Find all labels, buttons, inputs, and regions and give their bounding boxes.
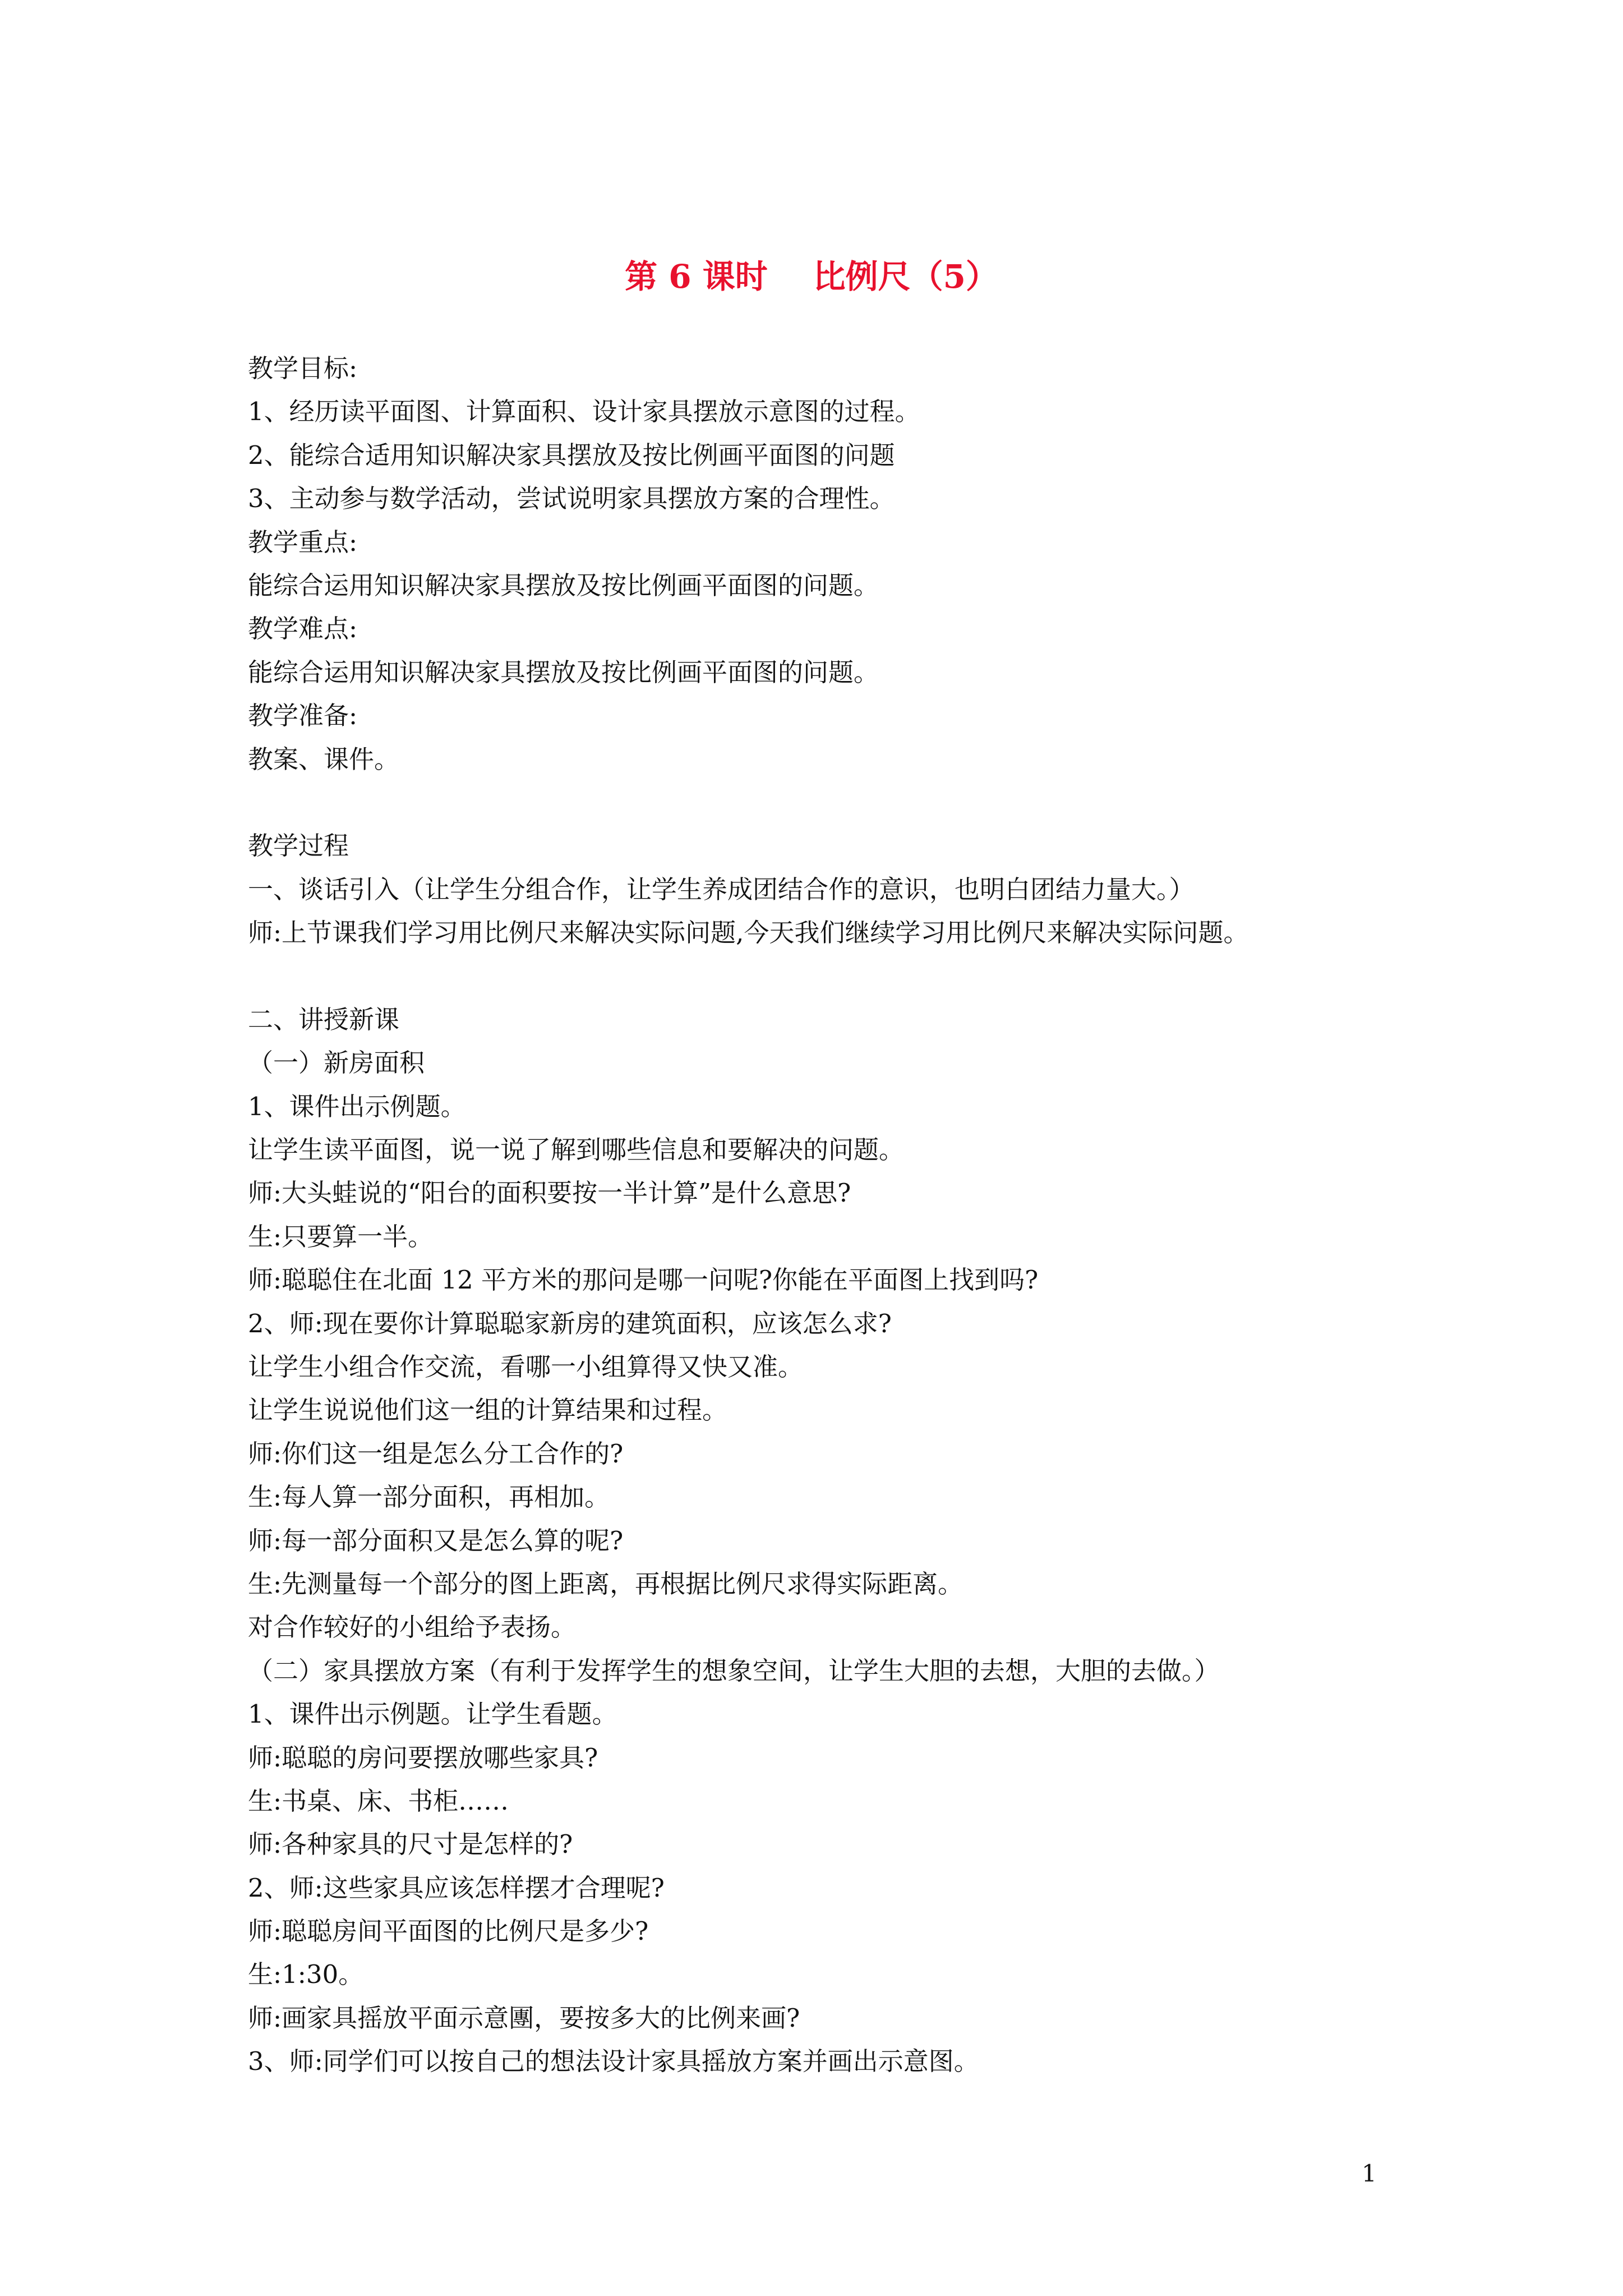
subsection-furniture-plan: （二）家具摆放方案（有利于发挥学生的想象空间，让学生大胆的去想，大胆的去做。） [248, 1655, 1220, 1686]
body-line: 让学生小组合作交流，看哪一小组算得又快又准。 [248, 1351, 804, 1382]
body-line: 2、师:这些家具应该怎样摆才合理呢? [248, 1872, 665, 1903]
teacher-line: 师:聪聪的房问要摆放哪些家具? [248, 1742, 598, 1773]
document-body [248, 347, 1414, 2083]
spacer [248, 954, 1414, 997]
teacher-line: 师:各种家具的尺寸是怎样的? [248, 1829, 573, 1860]
subsection-new-house-area: （一）新房面积 [248, 1048, 425, 1078]
body-line: 3、师:同学们可以按自己的想法设计家具摇放方案并画出示意图。 [248, 2046, 979, 2077]
student-line: 生:只要算一半。 [248, 1221, 434, 1251]
teacher-line: 师:大头蛙说的“阳台的面积要按一半计算”是什么意思? [248, 1178, 851, 1208]
spacer [248, 781, 1414, 824]
teacher-line: 师:你们这一组是怎么分工合作的? [248, 1438, 624, 1469]
student-line: 生:每人算一部分面积，再相加。 [248, 1482, 610, 1512]
teacher-line: 师:上节课我们学习用比例尺来解决实际问题,今天我们继续学习用比例尺来解决实际问题。 [248, 918, 1249, 948]
body-line: 1、课件出示例题。让学生看题。 [248, 1699, 617, 1729]
key-points-text: 能综合运用知识解决家具摆放及按比例画平面图的问题。 [248, 570, 879, 600]
objective-1: 1、经历读平面图、计算面积、设计家具摆放示意图的过程。 [248, 397, 920, 427]
process-part-1: 一、谈话引入（让学生分组合作，让学生养成团结合作的意识，也明白团结力量大。） [248, 874, 1195, 904]
student-line: 生:书桌、床、书柜…… [248, 1786, 509, 1816]
section-heading-preparation: 教学准备: [248, 701, 358, 731]
student-line: 生:1:30。 [248, 1959, 364, 1990]
difficulties-text: 能综合运用知识解决家具摆放及按比例画平面图的问题。 [248, 657, 879, 687]
objective-2: 2、能综合适用知识解决家具摆放及按比例画平面图的问题 [248, 440, 895, 470]
page-number: 1 [1362, 2160, 1377, 2187]
section-heading-process: 教学过程 [248, 831, 349, 861]
page-title: 第 6 课时 比例尺（5） [625, 257, 998, 296]
preparation-text: 教案、课件。 [248, 744, 400, 774]
section-heading-key-points: 教学重点: [248, 527, 358, 557]
process-part-2: 二、讲授新课 [248, 1004, 400, 1034]
body-line: 让学生说说他们这一组的计算结果和过程。 [248, 1395, 728, 1425]
body-line: 让学生读平面图，说一说了解到哪些信息和要解决的问题。 [248, 1135, 905, 1165]
objective-3: 3、主动参与数学活动，尝试说明家具摆放方案的合理性。 [248, 484, 895, 514]
teacher-line: 师:每一部分面积又是怎么算的呢? [248, 1525, 624, 1556]
teacher-line: 师:聪聪住在北面 12 平方米的那问是哪一问呢?你能在平面图上找到吗? [248, 1265, 1039, 1295]
body-line: 对合作较好的小组给予表扬。 [248, 1612, 577, 1642]
body-line: 1、课件出示例题。 [248, 1091, 466, 1121]
teacher-line: 师:聪聪房间平面图的比例尺是多少? [248, 1916, 649, 1947]
teacher-line: 师:画家具摇放平面示意團，要按多大的比例来画? [248, 2003, 800, 2033]
student-line: 生:先测量每一个部分的图上距离，再根据比例尺求得实际距离。 [248, 1568, 963, 1599]
body-line: 2、师:现在要你计算聪聪家新房的建筑面积，应该怎么求? [248, 1308, 892, 1338]
section-heading-difficulties: 教学难点: [248, 614, 358, 644]
section-heading-objectives: 教学目标: [248, 353, 358, 383]
